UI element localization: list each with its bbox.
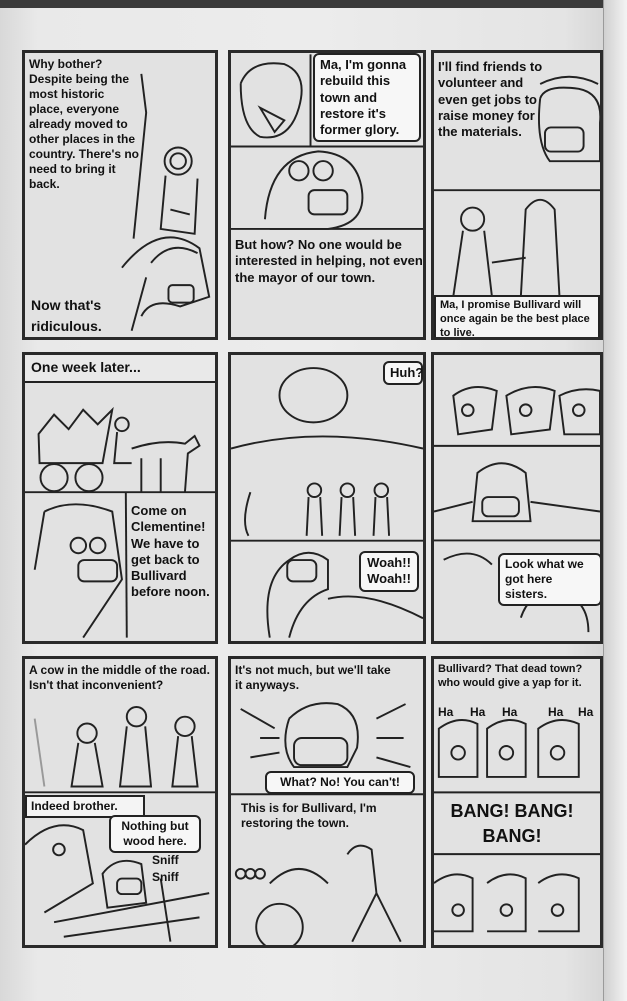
caption-box: One week later... — [25, 355, 218, 383]
speech-box: Ma, I promise Bullivard will once again be the best place to live. — [434, 295, 600, 340]
panel-2-3 — [431, 352, 603, 644]
speech-text: Bullivard? That dead town? who would give a yap for it. — [438, 663, 583, 689]
speech-box: Indeed brother. — [25, 795, 145, 818]
speech-text: I'll find friends to volunteer and even get jobs to raise money for the materials. — [438, 59, 543, 139]
speech-text: It's not much, but we'll take it anyways. — [235, 663, 391, 692]
panel-3-2 — [228, 656, 426, 948]
laugh-ha: Ha — [470, 705, 486, 719]
laugh-ha: Ha — [438, 705, 454, 719]
top-edge — [0, 0, 627, 8]
panel-2-2-art — [231, 355, 423, 641]
bang-sfx: BANG! BANG! BANG! — [450, 801, 574, 847]
speech-text: Now that's ridiculous. — [31, 297, 102, 334]
speech-bubble: Ma, I'm gonna rebuild this town and restore it's former glory. — [313, 53, 421, 142]
sfx-sniff: Sniff — [152, 870, 179, 884]
speech-bubble: What? No! You can't! — [265, 771, 415, 794]
panel-2-1 — [22, 352, 218, 644]
page-edge-right — [603, 0, 627, 1001]
laugh-ha: Ha — [578, 705, 594, 719]
panel-2-2 — [228, 352, 426, 644]
speech-bubble: Woah!! Woah!! — [359, 551, 419, 592]
panel-1-1 — [22, 50, 218, 340]
laugh-ha: Ha — [502, 705, 518, 719]
speech-text: A cow in the middle of the road. Isn't that inconvenient? — [29, 663, 210, 692]
speech-text: But how? No one would be interested in helping, not even the mayor of our town. — [235, 237, 423, 285]
speech-bubble: Look what we got here sisters. — [498, 553, 602, 606]
panel-3-1 — [22, 656, 218, 948]
speech-bubble: Huh? — [383, 361, 423, 385]
laugh-ha: Ha — [548, 705, 564, 719]
speech-bubble: Nothing but wood here. — [109, 815, 201, 853]
speech-text: Come on Clementine! We have to get back to Bullivard before noon. — [131, 503, 210, 600]
speech-text: This is for Bullivard, I'm restoring the town. — [241, 801, 377, 830]
sfx-sniff: Sniff — [152, 853, 179, 867]
panel-1-2 — [228, 50, 426, 340]
panel-1-3 — [431, 50, 603, 340]
panel-3-3 — [431, 656, 603, 948]
narration-text: Why bother? Despite being the most historic place, everyone already moved to other places in the country. There's no need to bring it back. — [29, 57, 139, 191]
